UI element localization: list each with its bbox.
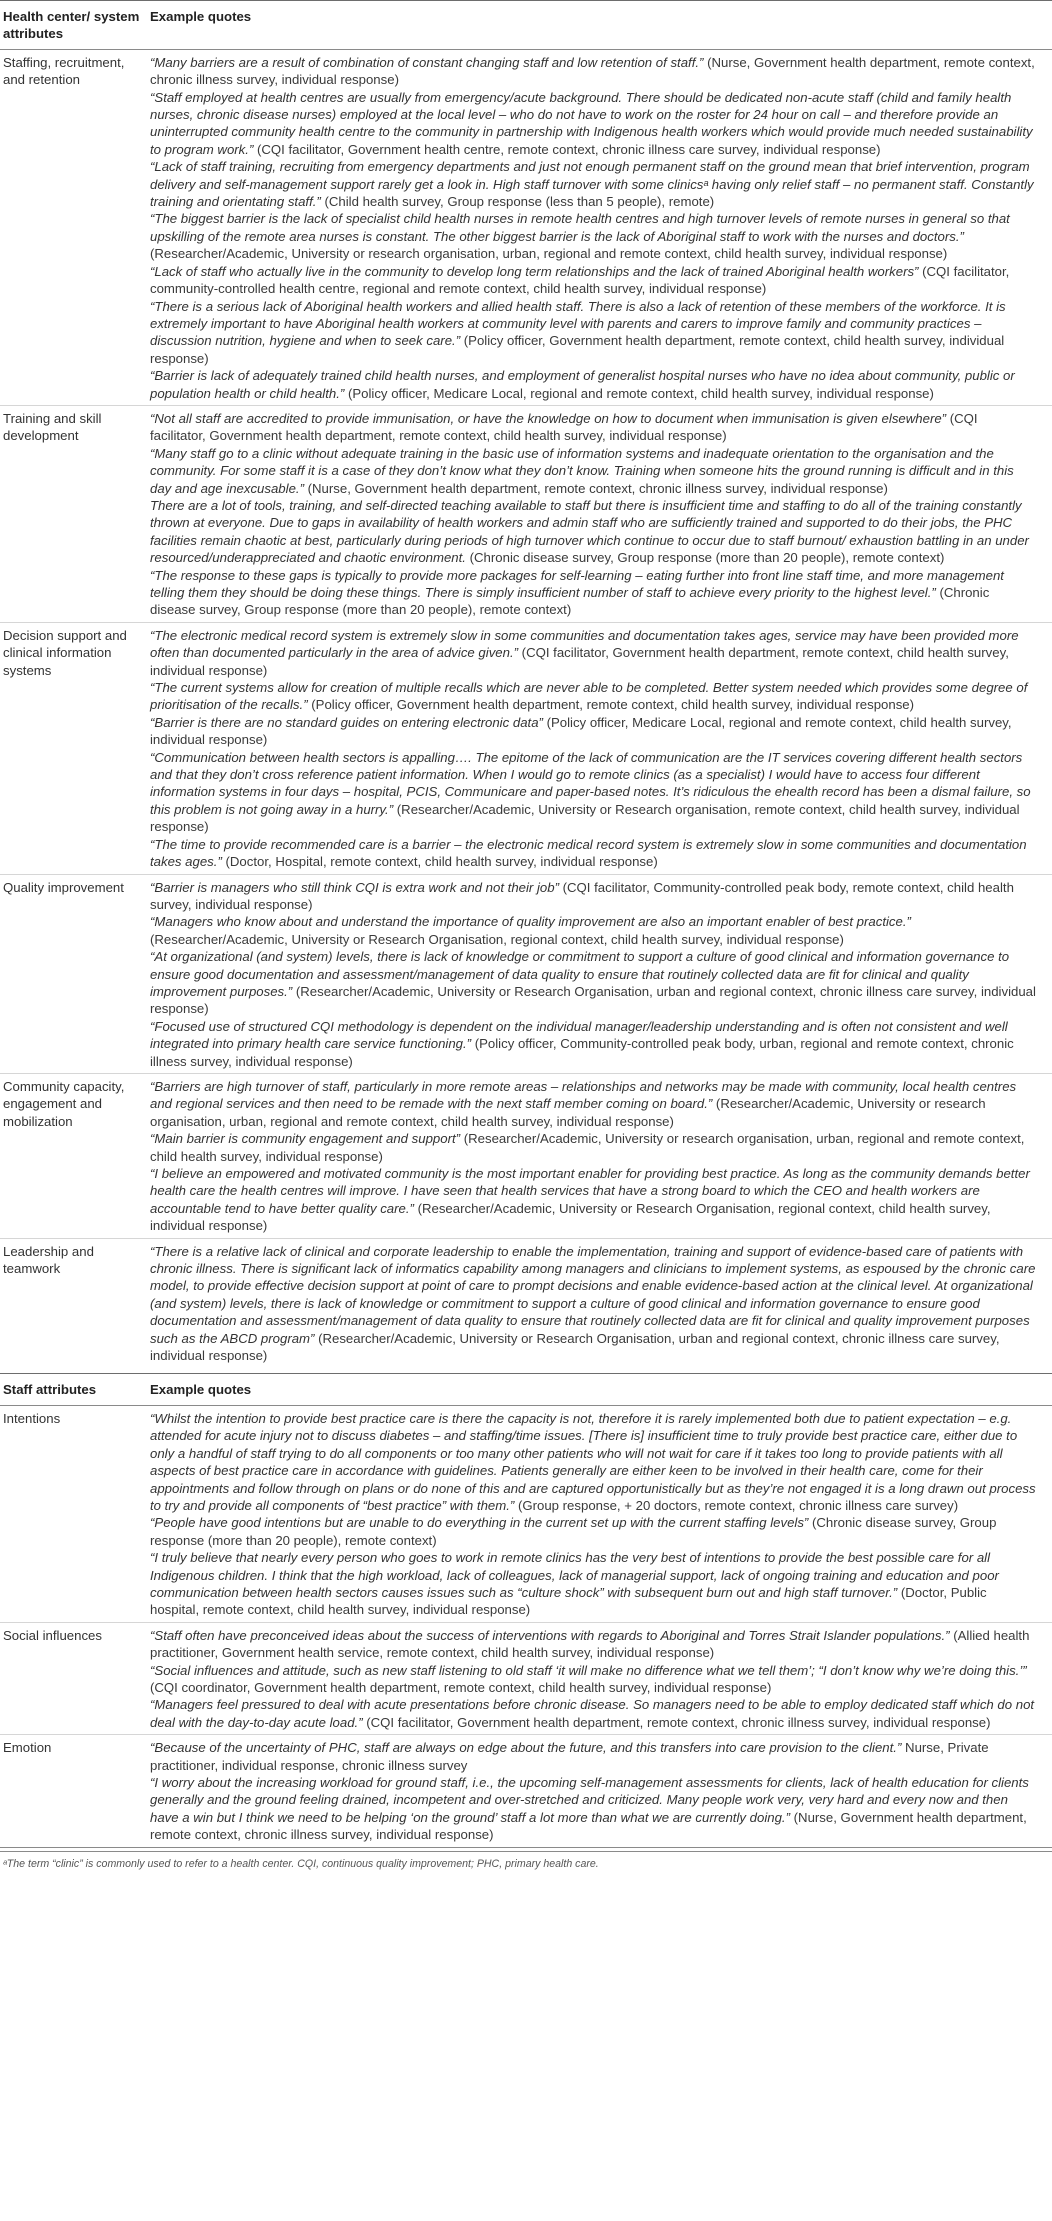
quote-entry bbox=[150, 627, 1036, 679]
quote-text: “Barrier is managers who still think CQI is extra work and not their job” bbox=[150, 879, 559, 895]
table2-header-right: Example quotes bbox=[150, 1382, 252, 1398]
row-quotes bbox=[150, 1739, 1052, 1843]
quote-text: “Many staff go to a clinic without adequate training in the basic use of information systems and inadequate orientation to the organisation and the community. For some staff it is a case of they don’t know what they don’t know. Training when someone hits the ground running is difficult and in this day and age inexcusable.” bbox=[150, 445, 1014, 496]
table1-body bbox=[0, 50, 1052, 1368]
quote-entry bbox=[150, 1662, 1036, 1697]
quote-text: “Communication between health sectors is appalling…. The epitome of the lack of communication are the IT services covering different health sectors and that they don’t cross reference patient information. When I would go to remote clinics (as a specialist) I would have to access four different information systems in four days – hospital, PCIS, Communicare and paper-based notes. It’s ridiculous the ehealth record has been a dismal failure, so this problem is not going away in a hurry.” bbox=[150, 749, 1031, 817]
table1-header bbox=[0, 0, 1052, 50]
quote-source: (Researcher/Academic, University or Research Organisation, regional context, child health survey, individual response) bbox=[150, 1200, 991, 1234]
quote-source: (Researcher/Academic, University or research organisation, urban, regional and remote context, child health survey, individual response) bbox=[150, 246, 948, 262]
quote-source: (CQI facilitator, Government health department, remote context, chronic illness survey, individual response) bbox=[362, 1714, 991, 1730]
row-quotes bbox=[150, 1078, 1052, 1235]
quote-text: “Focused use of structured CQI methodology is dependent on the individual manager/leadership understanding and is often not consistent and well integrated into primary health care service functioning.” bbox=[150, 1018, 1008, 1052]
quote-text: “I believe an empowered and motivated community is the most important enabler for providing best practice. As long as the community demands better health care the health centres will improve. I have seen that health services that have a strong board to which the CEO and health workers are accountable tend to have better quality care.” bbox=[150, 1166, 1030, 1216]
quote-text: “Staff often have preconceived ideas about the success of interventions with regards to Aboriginal and Torres Strait Islander populations.” bbox=[150, 1627, 950, 1643]
quote-source: (Researcher/Academic, University or Research organisation, remote context, child health survey, individual response) bbox=[150, 801, 1020, 835]
quote-entry bbox=[150, 367, 1036, 402]
quote-source: (Policy officer, Community-controlled peak body, urban, regional and remote context, chronic illness survey, individual response) bbox=[150, 1036, 1014, 1069]
quote-text: “The response to these gaps is typically to provide more packages for self-learning – eating further into front line staff time, and more management telling them they should be doing these things. There is simply insufficient number of staff to achieve every priority to the highest level.” bbox=[150, 567, 1004, 600]
table-row bbox=[0, 1622, 1052, 1734]
quote-source: (Researcher/Academic, University or research organisation, urban, regional and remote context, child health survey, individual response) bbox=[150, 1096, 986, 1129]
quote-text: “Main barrier is community engagement and support” bbox=[150, 1131, 461, 1147]
quote-text: “I worry about the increasing workload for ground staff, i.e., the upcoming self-management assessments for clients, lack of health education for clients generally and the ground feeling drained, incompetent and over-stretched and criticized. Many people work very, very hard and every now and then have a win but I think we need to be helping ‘on the ground’ staff a lot more than what we are currently doing.” bbox=[150, 1775, 1029, 1825]
quote-text: “Barrier is there are no standard guides on entering electronic data” bbox=[150, 714, 543, 730]
quote-source: (Child health survey, Group response (less than 5 people), remote) bbox=[320, 194, 715, 210]
quote-text: “Staff employed at health centres are usually from emergency/acute background. There should be dedicated non-acute staff (child and family health nurses, chronic disease nurses) employed at the local level – who do not have to work on the roster for 24 hour on call – and therefore provide an uninterrupted community health centre to the community in partnership with Indigenous health workers which would provide much needed sustainability to program work.” bbox=[150, 89, 1033, 157]
quote-entry bbox=[150, 298, 1036, 368]
row-quotes bbox=[150, 1627, 1052, 1731]
quote-source: (Policy officer, Medicare Local, regional and remote context, child health survey, individual response) bbox=[344, 385, 934, 401]
row-category: Emotion bbox=[3, 1740, 52, 1756]
table-row bbox=[0, 874, 1052, 1073]
quote-entry bbox=[150, 54, 1036, 89]
table-row bbox=[0, 1073, 1052, 1238]
quote-source: (Policy officer, Government health department, remote context, child health survey, individual response) bbox=[150, 333, 1005, 366]
quote-text: “There is a serious lack of Aboriginal health workers and allied health staff. There is also a lack of retention of these members of the workforce. It is extremely important to have Aboriginal health workers at community level with parents and carers to improve family and community practices – discussion nutrition, hygiene and when to seek care.” bbox=[150, 298, 1006, 349]
row-quotes bbox=[150, 1410, 1052, 1619]
quote-entry bbox=[150, 210, 1036, 262]
quote-text: “Barriers are high turnover of staff, particularly in more remote areas – relationships and networks may be made with community, local health centres and regional services and then need to be remade with the next staff member coming on board.” bbox=[150, 1078, 1017, 1112]
quote-entry bbox=[150, 1165, 1036, 1235]
quote-entry bbox=[150, 679, 1036, 714]
quote-text: “Lack of staff training, recruiting from emergency departments and just not enough permanent staff on the ground mean that brief intervention, program delivery and self-management support rarely get a look in. High staff turnover with some clinicsᵃ having only relief staff – no permanent staff. Constantly training and orientating staff.” bbox=[150, 159, 1034, 210]
row-category: Quality improvement bbox=[3, 879, 124, 895]
quote-entry bbox=[150, 445, 1036, 497]
quote-text: There are a lot of tools, training, and self-directed teaching available to staff but there is insufficient time and staffing to do all of the training constantly thrown at everyone. Due to gaps in availability of health workers and admin staff who are sufficiently trained and supported to do their jobs, the PHC facilities remain chaotic at best, particularly during periods of high turnover which continue to occur due to staff burnout/ exhaustion battling in an under resourced/underappreciated and chaotic environment. bbox=[150, 497, 1029, 566]
table-row bbox=[0, 622, 1052, 874]
quote-source: (Allied health practitioner, Government health service, remote context, child health survey, individual response) bbox=[150, 1627, 1030, 1661]
quote-entry bbox=[150, 1627, 1036, 1662]
quote-entry bbox=[150, 1739, 1036, 1774]
row-category: Intentions bbox=[3, 1410, 61, 1426]
row-quotes bbox=[150, 410, 1052, 619]
quote-source: (Doctor, Public hospital, remote context, child health survey, individual response) bbox=[150, 1584, 987, 1618]
table-row bbox=[0, 1734, 1052, 1846]
quote-source: (Nurse, Government health department, remote context, chronic illness survey, individual response) bbox=[303, 480, 888, 496]
quote-entry bbox=[150, 1018, 1036, 1070]
row-quotes bbox=[150, 627, 1052, 871]
table1-header-right: Example quotes bbox=[150, 9, 252, 24]
row-category: Staffing, recruitment, and retention bbox=[3, 54, 125, 88]
quote-source: (Group response, + 20 doctors, remote context, chronic illness care survey) bbox=[514, 1497, 959, 1513]
quote-text: “The electronic medical record system is extremely slow in some communities and documentation takes ages, service may have been provided more often than documented particularly in the area of advice given.” bbox=[150, 627, 1019, 661]
quote-text: “Because of the uncertainty of PHC, staff are always on edge about the future, and this transfers into care provision to the client.” bbox=[150, 1740, 902, 1756]
row-category: Social influences bbox=[3, 1627, 102, 1643]
row-category: Training and skill development bbox=[3, 410, 102, 444]
quote-source: (CQI facilitator, community-controlled health centre, regional and remote context, child health survey, individual response) bbox=[150, 263, 1010, 297]
quote-entry bbox=[150, 948, 1036, 1018]
row-category: Community capacity, engagement and mobilization bbox=[3, 1078, 125, 1129]
quote-entry bbox=[150, 714, 1036, 749]
quote-text: “I truly believe that nearly every person who goes to work in remote clinics has the very best of intentions to provide the best possible care for all Indigenous children. I think that the high workload, lack of colleagues, lack of managerial support, lack of ongoing training and education and poor communication between health sectors causes issues such as “culture shock” with subsequent burn out and high staff turnover.” bbox=[150, 1550, 999, 1600]
table-footnote: ᵃThe term “clinic” is commonly used to refer to a health center. CQI, continuous quality improvement; PHC, primary health care. bbox=[0, 1851, 1052, 1871]
table-row bbox=[0, 405, 1052, 622]
quote-text: “Social influences and attitude, such as new staff listening to old staff ‘it will make no difference what we tell them’; “I don’t know why we’re doing this.’” bbox=[150, 1662, 1027, 1678]
quote-entry bbox=[150, 497, 1036, 567]
quote-entry bbox=[150, 263, 1036, 298]
quote-entry bbox=[150, 1549, 1036, 1619]
quote-source: (Chronic disease survey, Group response (more than 20 people), remote context) bbox=[150, 585, 990, 618]
row-quotes bbox=[150, 54, 1052, 402]
quote-source: Nurse, Private practitioner, individual response, chronic illness survey bbox=[150, 1740, 989, 1773]
quote-text: “People have good intentions but are unable to do everything in the current set up with the current staffing levels” bbox=[150, 1515, 809, 1531]
quote-text: “The biggest barrier is the lack of specialist child health nurses in remote health centres and high turnover levels of remote nurses in general so that upskilling of the remote area nurses is constant. The other biggest barrier is the lack of Aboriginal staff to work with the nurses and doctors.” bbox=[150, 211, 1010, 244]
quote-entry bbox=[150, 879, 1036, 914]
quote-text: “Barrier is lack of adequately trained child health nurses, and employment of generalist hospital nurses who have no idea about community, public or population health or child health.” bbox=[150, 368, 1015, 401]
table-row bbox=[0, 1238, 1052, 1368]
table2-header-left: Staff attributes bbox=[3, 1382, 97, 1398]
table1-header-left: Health center/ system attributes bbox=[3, 9, 140, 42]
quote-entry bbox=[150, 1410, 1036, 1514]
row-quotes bbox=[150, 879, 1052, 1070]
row-category: Leadership and teamwork bbox=[3, 1243, 94, 1277]
quote-source: (CQI facilitator, Community-controlled peak body, remote context, child health survey, individual response) bbox=[150, 879, 1014, 912]
quote-text: “Many barriers are a result of combination of constant changing staff and low retention of staff.” bbox=[150, 54, 704, 70]
quote-entry bbox=[150, 1696, 1036, 1731]
quote-entry bbox=[150, 836, 1036, 871]
quote-entry bbox=[150, 1774, 1036, 1844]
quote-entry bbox=[150, 1078, 1036, 1130]
quote-entry bbox=[150, 89, 1036, 159]
quote-text: “Managers who know about and understand the importance of quality improvement are also an important enabler of best practice.” bbox=[150, 914, 911, 930]
quote-source: (CQI facilitator, Government health centre, remote context, chronic illness care survey, individual response) bbox=[253, 141, 881, 157]
quote-text: “The current systems allow for creation of multiple recalls which are never able to be completed. Better system needed which provides some degree of prioritisation of the recalls.” bbox=[150, 680, 1028, 713]
quote-entry bbox=[150, 1514, 1036, 1549]
quote-source: (Researcher/Academic, University or Research Organisation, urban and regional context, chronic illness care survey, individual response) bbox=[150, 1330, 1000, 1364]
row-quotes bbox=[150, 1243, 1052, 1365]
quote-source: (Policy officer, Medicare Local, regional and remote context, child health survey, individual response) bbox=[150, 714, 1012, 748]
quote-source: (CQI facilitator, Government health department, remote context, child health survey, individual response) bbox=[150, 410, 978, 444]
table-row bbox=[0, 1406, 1052, 1622]
quote-source: (CQI coordinator, Government health department, remote context, child health survey, individual response) bbox=[150, 1679, 772, 1695]
quote-source: (Researcher/Academic, University or Research Organisation, urban and regional context, chronic illness care survey, individual response) bbox=[150, 983, 1036, 1017]
quote-text: “The time to provide recommended care is a barrier – the electronic medical record system is extremely slow in some communities and documentation takes ages.” bbox=[150, 836, 1027, 870]
quote-text: “Whilst the intention to provide best practice care is there the capacity is not, therefore it is rarely implemented both due to patient expectation – e.g. attended for acute injury not to discuss diabetes – and staffing/time issues. [There is] insufficient time to truly provide best practice care, either due to only a handful of staff trying to do all components or too many other patients who will not wait for care if it takes too long to provide patients with all aspects of best practice care in accordance with guidelines. Patients generally are either keen to be involved in their health care, come for their appointments and follow through on plans or do none of this and are captured opportunistically but as they’re not engaged it is a long drawn out process to try and provide all components of “best practice” with them.” bbox=[150, 1410, 1036, 1513]
quote-source: (Policy officer, Government health department, remote context, child health survey, individual response) bbox=[307, 697, 915, 713]
table-row bbox=[0, 50, 1052, 405]
quote-source: (CQI facilitator, Government health department, remote context, child health survey, individual response) bbox=[150, 645, 1009, 678]
quote-text: “Managers feel pressured to deal with acute presentations before chronic disease. So managers need to be able to employ dedicated staff which do not deal with the day-to-day acute load.” bbox=[150, 1697, 1035, 1730]
quote-entry bbox=[150, 410, 1036, 445]
row-category: Decision support and clinical information systems bbox=[3, 627, 127, 678]
quote-source: (Researcher/Academic, University or research organisation, urban, regional and remote context, child health survey, individual response) bbox=[150, 1131, 1025, 1164]
quote-entry bbox=[150, 749, 1036, 836]
quote-text: “At organizational (and system) levels, there is lack of knowledge or commitment to support a culture of good clinical and information governance to ensure good documentation and assessment/management of data quality to ensure that routinely collected data are fit for clinical and quality improvement purposes.” bbox=[150, 949, 1010, 999]
quote-source: (Nurse, Government health department, remote context, chronic illness survey, individual response) bbox=[150, 1809, 1027, 1843]
quote-entry bbox=[150, 1243, 1036, 1365]
quote-source: (Chronic disease survey, Group response (more than 20 people), remote context) bbox=[150, 1515, 997, 1548]
table2-body bbox=[0, 1406, 1052, 1848]
quote-source: (Nurse, Government health department, remote context, chronic illness survey, individual response) bbox=[150, 54, 1035, 88]
quote-entry bbox=[150, 567, 1036, 619]
quote-entry bbox=[150, 158, 1036, 210]
quote-text: “There is a relative lack of clinical and corporate leadership to enable the implementation, training and support of evidence-based care of patients with chronic illness. There is significant lack of informatics capability among managers and clinicians to implement systems, as espoused by the chronic care model, to provide effective decision support at point of care to prompt decisions and enable evidence-based action at the clinical level. At organizational (and system) levels, there is lack of knowledge or commitment to support a culture of good clinical and information governance to ensure good documentation and assessment/management of data quality to ensure that routinely collected data are fit for clinical and quality improvement purposes such as the ABCD program” bbox=[150, 1243, 1036, 1346]
quote-source: (Researcher/Academic, University or Research Organisation, regional context, child health survey, individual response) bbox=[150, 931, 844, 947]
table2-header bbox=[0, 1373, 1052, 1405]
quote-text: “Lack of staff who actually live in the community to develop long term relationships and the lack of trained Aboriginal health workers” bbox=[150, 263, 919, 279]
quote-source: (Chronic disease survey, Group response (more than 20 people), remote context) bbox=[465, 550, 945, 566]
quote-source: (Doctor, Hospital, remote context, child health survey, individual response) bbox=[221, 854, 658, 870]
quote-entry bbox=[150, 913, 1036, 948]
quote-entry bbox=[150, 1130, 1036, 1165]
quote-text: “Not all staff are accredited to provide immunisation, or have the knowledge on how to document when immunisation is given elsewhere” bbox=[150, 410, 947, 426]
